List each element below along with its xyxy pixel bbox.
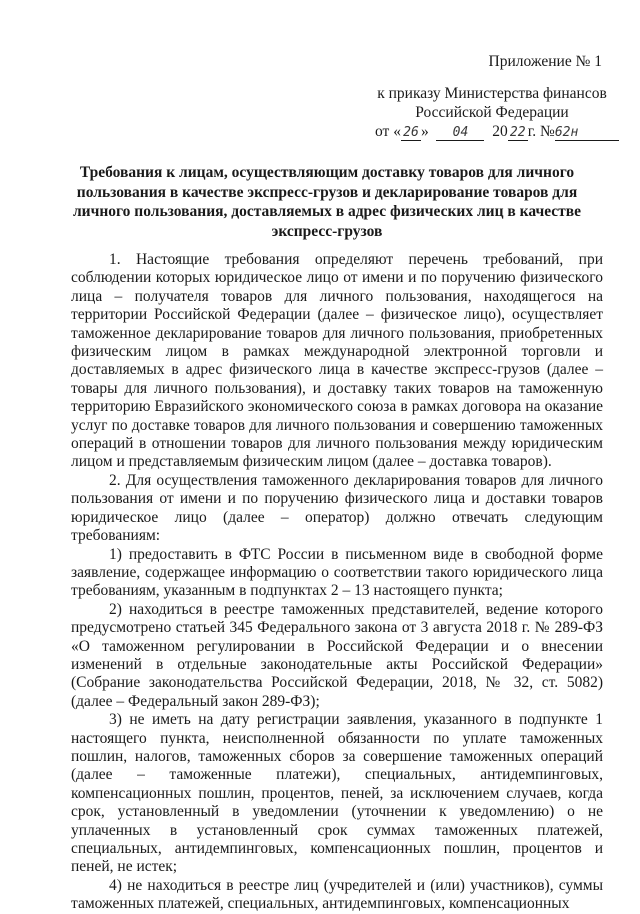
order-line-2: Российской Федерации [415, 104, 569, 121]
order-reference [372, 84, 612, 141]
order-year-suffix: 22 [508, 125, 528, 141]
title-line-2: пользования в качестве экспресс-грузов и декларирование товаров для [76, 183, 578, 201]
subparagraph-4: 4) не находиться в реестре лиц (учредителей и (или) участников), суммы таможенных платежей, специальных, антидемпинговых, компенсационных [71, 876, 603, 913]
title-line-4: экспресс-грузов [271, 222, 383, 240]
subparagraph-1: 1) предоставить в ФТС России в письменном виде в свободной форме заявление, содержащее информацию о соответствии такого юридического лица требованиям, указанным в подпунктах 2 – 13 настоящего пункта; [71, 545, 603, 600]
order-date-prefix: от « [375, 123, 401, 140]
title-line-3: личного пользования, доставляемых в адрес физических лиц в качестве [72, 203, 582, 220]
title-line-1: Требования к лицам, осуществляющим доставку товаров для личного [79, 164, 575, 181]
order-date-line [375, 122, 612, 141]
order-number: 62н [555, 125, 619, 141]
subparagraph-2: 2) находиться в реестре таможенных представителей, ведение которого предусмотрено статьей 345 Федерального закона от 3 августа 2018 г. № 289-ФЗ «О таможенном регулировании в Российской Федерации и о внесении изменений в отдельные законодательные акты Российской Федерации» (Собрание законодательства Российской Федерации, 2018, № 32, ст. 5082) (далее – Федеральный закон 289-ФЗ); [71, 600, 603, 710]
document-body [71, 251, 603, 914]
order-date-mid: » [420, 123, 429, 140]
order-month: 04 [436, 125, 484, 141]
order-year-prefix: 20 [492, 123, 508, 140]
paragraph-2: 2. Для осуществления таможенного декларирования товаров для личного пользования от имени и по поручению физического лица и доставки товаров юридическое лицо (далее – оператор) должно отвечать следующим требованиям: [71, 471, 603, 545]
document-title [70, 163, 584, 241]
annex-label: Приложение № 1 [488, 53, 602, 70]
subparagraph-3: 3) не иметь на дату регистрации заявления, указанного в подпункте 1 настоящего пункта, неисполненной обязанности по уплате таможенных пошлин, налогов, таможенных сборов за совершение таможенных операций (далее – таможенные платежи), специальных, антидемпинговых, компенсационных пошлин, процентов, пеней, за исключением случаев, когда срок, установленный в уведомлении (уточнении к уведомлению) о не уплаченных в установленный срок суммах таможенных платежей, специальных, антидемпинговых, компенсационных пошлин, процентов и пеней, не истек; [71, 711, 603, 876]
order-year-tail: г. № [527, 123, 555, 140]
order-day: 26 [401, 125, 421, 141]
paragraph-1: 1. Настоящие требования определяют перечень требований, при соблюдении которых юридическое лицо от имени и по поручению физического лица – получателя товаров для личного пользования, находящегося на территории Российской Федерации (далее – физическое лицо), осуществляет таможенное декларирование товаров для личного пользования, приобретенных физическим лицом в рамках международной электронной торговли и доставляемых в адрес физического лица в качестве экспресс-грузов (далее – товары для личного пользования), и доставку таких товаров на таможенную территорию Евразийского экономического союза в рамках договора на оказание услуг по доставке товаров для личного пользования и совершению таможенных операций в отношении товаров для личного пользования между юридическим лицом и представляемым физическим лицом (далее – доставка товаров). [71, 251, 603, 471]
order-line-1: к приказу Министерства финансов [377, 85, 607, 102]
